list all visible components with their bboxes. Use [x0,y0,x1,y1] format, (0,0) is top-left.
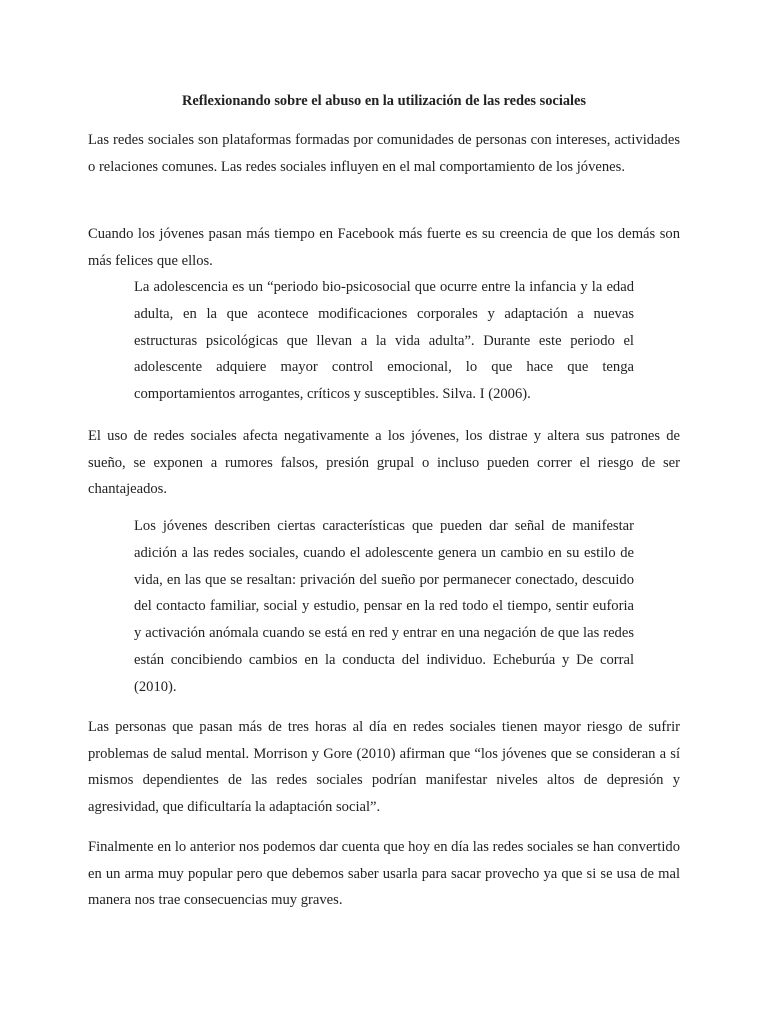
block-quote-adolescence: La adolescencia es un “periodo bio-psicosocial que ocurre entre la infancia y la edad adulta, en la que acontece modificaciones corporales y adaptación a nuevas estructuras psicológicas que llevan a la vida adulta”. Durante este periodo el adolescente adquiere mayor control emocional, lo que hace que tenga comportamientos arrogantes, críticos y susceptibles. Silva. I (2006). [134,279,634,403]
paragraph-intro: Las redes sociales son plataformas formadas por comunidades de personas con intereses, actividades o relaciones comunes. Las redes sociales influyen en el mal comportamiento de los jóvenes. [88,132,680,175]
paragraph-negative-effects: El uso de redes sociales afecta negativamente a los jóvenes, los distrae y altera sus patrones de sueño, se exponen a rumores falsos, presión grupal o incluso pueden correr el riesgo de ser chantajeados. [88,428,680,497]
block-quote-addiction: Los jóvenes describen ciertas características que pueden dar señal de manifestar adición a las redes sociales, cuando el adolescente genera un cambio en su estilo de vida, en las que se resaltan: privación del sueño por permanecer conectado, descuido del contacto familiar, social y estudio, pensar en la red todo el tiempo, sentir euforia y activación anómala cuando se está en red y entrar en una negación de que las redes están concibiendo cambios en la conducta del individuo. Echeburúa y De corral (2010). [134,518,634,695]
paragraph-conclusion: Finalmente en lo anterior nos podemos dar cuenta que hoy en día las redes sociales se han convertido en un arma muy popular pero que debemos saber usarla para sacar provecho ya que si se usa de mal manera nos trae consecuencias muy graves. [88,839,680,908]
paragraph-mental-health: Las personas que pasan más de tres horas al día en redes sociales tienen mayor riesgo de sufrir problemas de salud mental. Morrison y Gore (2010) afirman que “los jóvenes que se consideran a sí mismos dependientes de las redes sociales podrían manifestar niveles altos de depresión y agresividad, que dificultaría la adaptación social”. [88,719,680,815]
paragraph-facebook: Cuando los jóvenes pasan más tiempo en Facebook más fuerte es su creencia de que los demás son más felices que ellos. [88,226,680,269]
document-title: Reflexionando sobre el abuso en la utilización de las redes sociales [181,93,586,109]
